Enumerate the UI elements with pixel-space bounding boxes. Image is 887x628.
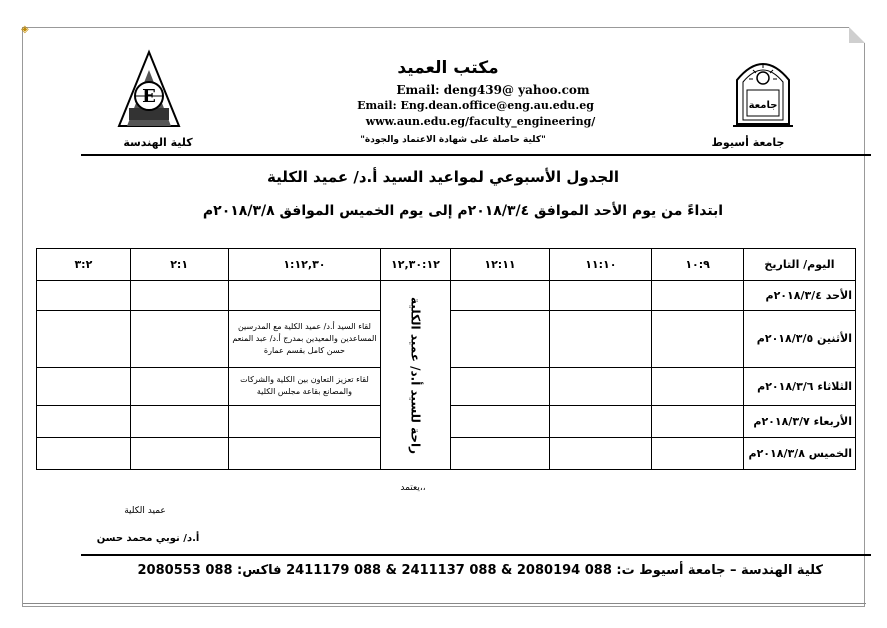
slot-cell bbox=[37, 437, 131, 469]
slot-cell bbox=[450, 437, 550, 469]
table-row bbox=[37, 281, 856, 311]
slot-cell bbox=[37, 311, 131, 367]
break-label: راحة للسيد أ.د/ عميد الكلية bbox=[408, 296, 423, 454]
email-office: Email: Eng.dean.office@eng.au.edu.eg bbox=[357, 99, 594, 112]
event-cell: لقاء السيد أ.د/ عميد الكلية مع المدرسين المساعدين والمعيدين بمدرج أ.د/ عبد المنعم حسن كامل بقسم عمارة bbox=[228, 311, 381, 367]
document-page bbox=[21, 24, 865, 607]
slot-cell bbox=[228, 437, 381, 469]
folded-corner bbox=[849, 27, 865, 43]
slot-cell bbox=[550, 281, 652, 311]
slot-cell bbox=[228, 405, 381, 437]
slot-cell bbox=[652, 367, 744, 405]
slot-cell bbox=[652, 311, 744, 367]
slot-cell bbox=[652, 437, 744, 469]
slot-cell bbox=[550, 437, 652, 469]
slot-cell bbox=[550, 405, 652, 437]
column-header-slot: ٢:١ bbox=[130, 249, 228, 281]
day-cell: الأثنين ٢٠١٨/٣/٥م bbox=[743, 311, 855, 367]
pin-marker-icon: ◈ bbox=[21, 24, 29, 35]
slot-cell bbox=[450, 311, 550, 367]
email-primary: Email: deng439@ yahoo.com bbox=[396, 83, 590, 97]
event-cell: لقاء تعزيز التعاون بين الكلية والشركات والمصانع بقاعة مجلس الكلية bbox=[228, 367, 381, 405]
office-title: مكتب العميد bbox=[397, 58, 499, 78]
slot-cell bbox=[130, 437, 228, 469]
schedule-title: الجدول الأسبوعي لمواعيد السيد أ.د/ عميد الكلية bbox=[267, 168, 619, 186]
break-cell bbox=[381, 281, 450, 470]
slot-cell bbox=[37, 367, 131, 405]
footer-contact: كلية الهندسة – جامعة أسيوط ت: 088 2080194 & 088 2411137 & 088 2411179 فاكس: 088 2080553 bbox=[137, 563, 823, 578]
column-header-slot: ١١:١٠ bbox=[550, 249, 652, 281]
slot-cell bbox=[37, 281, 131, 311]
column-header-slot: ١٢,٣٠:١٢ bbox=[381, 249, 450, 281]
slot-cell bbox=[130, 405, 228, 437]
slot-cell bbox=[550, 311, 652, 367]
schedule-date-range: ابتداءً من يوم الأحد الموافق ٢٠١٨/٣/٤م إلى يوم الخميس الموافق ٢٠١٨/٣/٨م bbox=[202, 203, 724, 219]
bottom-rule bbox=[23, 603, 866, 604]
university-caption: جامعة أسيوط bbox=[711, 136, 785, 149]
day-cell: الثلاثاء ٢٠١٨/٣/٦م bbox=[743, 367, 855, 405]
slot-cell bbox=[450, 281, 550, 311]
approval-note: يعتمد،، bbox=[400, 483, 426, 493]
column-header-slot: ٣:٢ bbox=[37, 249, 131, 281]
column-header-slot: ١٠:٩ bbox=[652, 249, 744, 281]
header-divider bbox=[81, 154, 871, 156]
slot-cell bbox=[450, 405, 550, 437]
slot-cell bbox=[652, 405, 744, 437]
column-header-slot: ١:١٢,٣٠ bbox=[228, 249, 381, 281]
faculty-of-engineering-logo bbox=[109, 46, 189, 132]
slot-cell bbox=[130, 281, 228, 311]
svg-text:جامعة: جامعة bbox=[748, 100, 778, 111]
slot-cell bbox=[550, 367, 652, 405]
signatory-name: أ.د/ نوبي محمد حسن bbox=[96, 533, 200, 544]
slot-cell bbox=[228, 281, 381, 311]
website-url: www.aun.edu.eg/faculty_engineering/ bbox=[365, 115, 596, 128]
weekly-schedule-table bbox=[36, 248, 856, 470]
day-cell: الأحد ٢٠١٨/٣/٤م bbox=[743, 281, 855, 311]
column-header-slot: ١٢:١١ bbox=[450, 249, 550, 281]
assiut-university-logo bbox=[723, 46, 803, 132]
column-header-day-date: اليوم/ التاريخ bbox=[743, 249, 855, 281]
slot-cell bbox=[652, 281, 744, 311]
day-cell: الخميس ٢٠١٨/٣/٨م bbox=[743, 437, 855, 469]
slot-cell bbox=[450, 367, 550, 405]
footer-divider bbox=[81, 554, 871, 556]
signatory-title: عميد الكلية bbox=[124, 506, 166, 516]
slot-cell bbox=[130, 367, 228, 405]
table-header-row bbox=[37, 249, 856, 281]
svg-text:E: E bbox=[142, 86, 156, 107]
day-cell: الأربعاء ٢٠١٨/٣/٧م bbox=[743, 405, 855, 437]
slot-cell bbox=[37, 405, 131, 437]
slot-cell bbox=[130, 311, 228, 367]
faculty-caption: كلية الهندسة bbox=[123, 136, 193, 149]
accreditation-note: "كلية حاصلة على شهادة الاعتماد والجودة" bbox=[360, 135, 546, 145]
